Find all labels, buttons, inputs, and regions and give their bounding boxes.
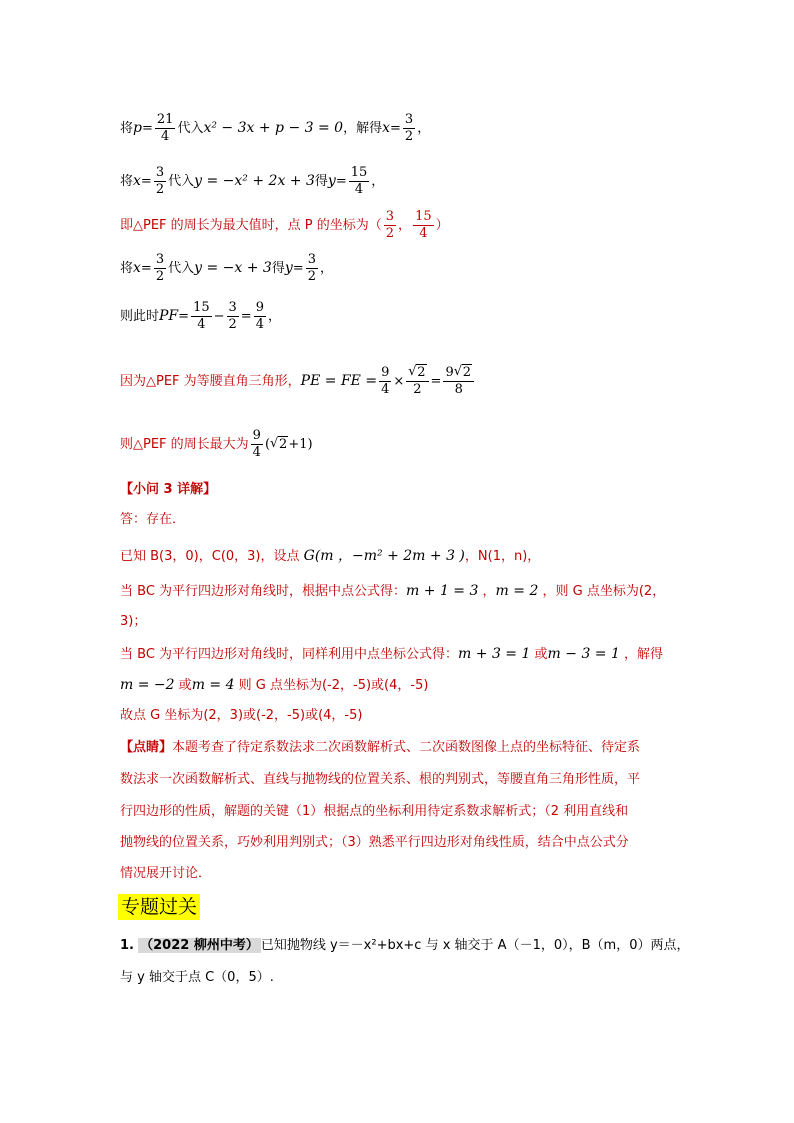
- question-text: 已知抛物线 y＝－x²+bx+c 与 x 轴交于 A（－1，0），B（m，0）两点，: [260, 938, 690, 953]
- text: ，: [267, 309, 281, 324]
- text: 即△PEF 的周长为最大值时，点 P 的坐标为（: [120, 218, 382, 233]
- numerator: 9: [381, 365, 390, 380]
- fraction: [191, 300, 212, 333]
- fraction: [254, 300, 266, 333]
- subquestion-3-heading: 【小问 3 详解】: [120, 482, 217, 497]
- text: 得: [271, 261, 285, 276]
- section-heading: 专题过关: [118, 894, 200, 920]
- numerator: 15: [350, 165, 368, 180]
- denominator: 4: [419, 226, 428, 241]
- sqrt: √ 2: [270, 436, 288, 452]
- denominator: 8: [454, 382, 463, 397]
- equation: m − 3 = 1: [547, 646, 620, 662]
- solution-line-4: [120, 252, 333, 285]
- denominator: 2: [307, 269, 316, 284]
- times: ×: [393, 374, 405, 389]
- coefficient: 9: [445, 365, 454, 380]
- numerator: 9: [255, 300, 264, 315]
- equation: y = −x + 3: [194, 260, 272, 276]
- equals: =: [141, 121, 153, 136]
- text: 因为△PEF 为等腰直角三角形，: [120, 374, 301, 389]
- comment-line-5: 情况展开讨论．: [120, 866, 212, 881]
- equation: x² − 3x + p − 3 = 0: [203, 120, 344, 136]
- text: ，: [417, 121, 431, 136]
- text: 代入: [177, 121, 204, 136]
- answer-line-4b: [120, 675, 428, 696]
- comment-heading: 【点睛】: [120, 740, 173, 755]
- denominator: 2: [228, 317, 237, 332]
- radicand: 2: [279, 437, 288, 452]
- equals: =: [178, 309, 190, 324]
- denominator: 4: [252, 445, 261, 460]
- solution-line-1: [120, 112, 430, 145]
- variable-y: y: [284, 260, 293, 276]
- text: 当 BC 为平行四边形对角线时，根据中点公式得：: [120, 584, 407, 599]
- fraction: [155, 112, 176, 145]
- variable-x: x: [382, 120, 390, 136]
- equation: m = 2: [495, 583, 539, 599]
- question-1-line-1: [120, 936, 689, 956]
- text: 则此时: [120, 309, 160, 324]
- fraction: [406, 365, 428, 398]
- fraction: [306, 252, 318, 285]
- radicand: 2: [417, 365, 426, 380]
- text: 已知 B(3，0)，C(0，3)，设点: [120, 549, 304, 564]
- fraction: [384, 209, 396, 242]
- answer-line-3: [120, 581, 665, 602]
- text: 代入: [168, 261, 195, 276]
- fraction: [379, 365, 391, 398]
- text: ，N(1，n)，: [464, 549, 541, 564]
- segment-pf: PF: [159, 308, 179, 324]
- numerator: 3: [155, 165, 165, 180]
- denominator: 4: [354, 182, 364, 197]
- text: 或: [174, 678, 192, 693]
- text: ，解得: [619, 647, 664, 662]
- solution-line-2: [120, 165, 384, 198]
- text: ，则 G 点坐标为(2，: [538, 584, 666, 599]
- text: 将: [120, 261, 134, 276]
- denominator: 4: [255, 317, 264, 332]
- equals: =: [140, 261, 152, 276]
- equals: =: [390, 121, 401, 136]
- text: 则 G 点坐标为(-2，-5)或(4，-5): [234, 678, 429, 693]
- variable-x: x: [133, 260, 141, 276]
- sqrt: √ 2: [453, 364, 471, 380]
- numerator: 21: [156, 112, 174, 127]
- solution-line-5: [120, 300, 281, 333]
- fraction: [403, 112, 415, 145]
- text: ，: [398, 218, 412, 233]
- answer-line-3b: 3)；: [120, 614, 147, 629]
- comment-line-2: 数法求一次函数解析式、直线与抛物线的位置关系、根的判别式，等腰直角三角形性质，平: [120, 772, 641, 787]
- numerator: 15: [193, 300, 210, 315]
- text: ，: [371, 174, 385, 189]
- denominator: 2: [404, 129, 414, 144]
- equation: m + 3 = 1: [458, 646, 531, 662]
- solution-line-7: [120, 428, 313, 461]
- minus: −: [213, 309, 225, 324]
- text: 将: [120, 121, 134, 136]
- sqrt: √ 2: [408, 364, 426, 380]
- text: 本题考查了待定系数法求二次函数解析式、二次函数图像上点的坐标特征、待定系: [172, 740, 641, 755]
- fraction: [227, 300, 239, 333]
- fraction: [443, 365, 474, 398]
- numerator: [443, 365, 474, 382]
- text: 将: [120, 174, 134, 189]
- denominator: 2: [155, 269, 165, 284]
- text: ，解得: [343, 121, 383, 136]
- equation: PE = FE =: [300, 373, 378, 389]
- answer-line-5: 故点 G 坐标为(2，3)或(-2，-5)或(4，-5): [120, 708, 363, 723]
- numerator: 3: [404, 112, 414, 127]
- point-g: G(m ，−m² + 2m + 3 ): [303, 548, 465, 564]
- text: 或: [530, 647, 548, 662]
- numerator: 15: [415, 209, 432, 224]
- numerator: 3: [385, 209, 395, 224]
- denominator: 2: [385, 226, 395, 241]
- fraction: [251, 428, 263, 461]
- fraction: [154, 252, 166, 285]
- answer-line-1: 答：存在．: [120, 512, 186, 527]
- text: 代入: [168, 174, 195, 189]
- answer-line-2: [120, 546, 540, 567]
- numerator: 3: [155, 252, 165, 267]
- fraction: [154, 165, 166, 198]
- equals: =: [240, 309, 252, 324]
- solution-line-3: [120, 209, 449, 242]
- equation: m = 4: [191, 677, 235, 693]
- answer-line-4: [120, 644, 663, 665]
- paren: (: [264, 437, 271, 452]
- comment-line-3: 行四边形的性质，解题的关键（1）根据点的坐标利用待定系数求解析式；（2 利用直线和: [120, 804, 629, 819]
- question-number: 1.: [120, 938, 134, 953]
- denominator: 2: [155, 182, 165, 197]
- equals: =: [292, 261, 304, 276]
- question-1-line-2: 与 y 轴交于点 C（0，5）.: [120, 970, 274, 985]
- comment-line-4: 抛物线的位置关系，巧妙利用判别式；（3）熟悉平行四边形对角线性质，结合中点公式分: [120, 835, 629, 850]
- text: 则△PEF 的周长最大为: [120, 437, 249, 452]
- text: 得: [314, 174, 328, 189]
- numerator: 3: [228, 300, 237, 315]
- text: 当 BC 为平行四边形对角线时，同样利用中点坐标公式得：: [120, 647, 459, 662]
- source-tag: （2022 柳州中考）: [140, 938, 259, 953]
- numerator: 3: [307, 252, 316, 267]
- comment-line-1: [120, 738, 640, 758]
- numerator: [406, 365, 428, 382]
- equation: y = −x² + 2x + 3: [194, 173, 315, 189]
- fraction: [413, 209, 434, 242]
- denominator: 2: [413, 382, 422, 397]
- equals: =: [430, 374, 442, 389]
- variable-p: p: [133, 120, 142, 136]
- fraction: [349, 165, 370, 198]
- text: ，: [319, 261, 333, 276]
- denominator: 4: [161, 129, 170, 144]
- numerator: 9: [252, 428, 261, 443]
- denominator: 4: [381, 382, 390, 397]
- radicand: 2: [462, 365, 471, 380]
- equation: m + 1 = 3: [406, 583, 479, 599]
- equals: =: [335, 174, 347, 189]
- variable-x: x: [133, 173, 141, 189]
- equation: m = −2: [120, 677, 175, 693]
- variable-y: y: [327, 173, 336, 189]
- expression: +1): [288, 437, 313, 452]
- equals: =: [140, 174, 152, 189]
- denominator: 4: [197, 317, 206, 332]
- text: ）: [435, 218, 449, 233]
- solution-line-6: [120, 365, 476, 398]
- text: ，: [478, 584, 496, 599]
